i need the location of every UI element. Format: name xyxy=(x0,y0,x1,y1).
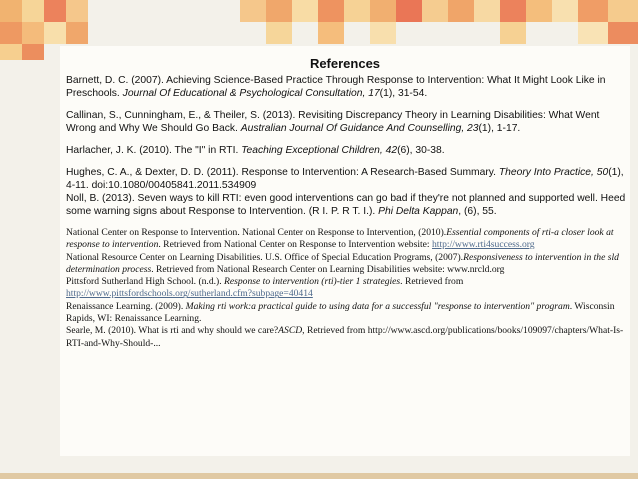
web-reference-entry: National Resource Center on Learning Disabilities. U.S. Office of Special Education Programs, (2007).Responsiveness to intervention in the sld determination process. Retrieved from National Research Center on Learning Disabilities website: www.nrcld.org xyxy=(66,251,619,275)
reference-link[interactable]: http://www.pittsfordschools.org/sutherland.cfm?subpage=40414 xyxy=(66,288,313,300)
web-reference-entry: Renaissance Learning. (2009). Making rti work:a practical guide to using data for a successful "response to intervention" program. Wisconsin Rapids, WI: Renaissance Learning. xyxy=(66,300,615,325)
web-reference-entry: National Center on Response to Intervention. National Center on Response to Intervention, (2010).Essential components of rti-a closer look at response to intervention. Retrieved from National Center on Response to Intervention website: http://www.rti4success.org xyxy=(66,227,614,251)
reference-entry: Noll, B. (2013). Seven ways to kill RTI: even good interventions can go bad if they're not planned and supported well. Heed some warning signs about Response to Intervention. (R I. P. R T. I.). Phi Delta Kappan, (6), 55. xyxy=(66,193,626,217)
web-reference-entry: Searle, M. (2010). What is rti and why should we care?ASCD, Retrieved from http://www.ascd.org/publications/books/109097/chapters/What-Is-RTI-and-Why-Should-... xyxy=(66,325,624,349)
reference-entry: Hughes, C. A., & Dexter, D. D. (2011). Response to Intervention: A Research-Based Summary. Theory Into Practice, 50(1), 4-11. doi:10.1080/00405841.2011.534909 xyxy=(66,167,624,191)
reference-entry: Harlacher, J. K. (2010). The "I" in RTI. Teaching Exceptional Children, 42(6), 30-38. xyxy=(66,145,445,156)
page-title: References xyxy=(309,56,381,71)
reference-entry: Callinan, S., Cunningham, E., & Theiler, S. (2013). Revisiting Discrepancy Theory in Learning Disabilities: What Went Wrong and Why We Should Go Back. Australian Journal Of Guidance And Counselling, 23(1), 1-17. xyxy=(66,110,600,134)
references-list xyxy=(66,74,626,350)
web-reference-entry: Pittsford Sutherland High School. (n.d.). Response to intervention (rti)-tier 1 strategies. Retrieved from http://www.pittsfordschools.org/sutherland.cfm?subpage=40414 xyxy=(66,276,464,300)
reference-link[interactable]: http://www.rti4success.org xyxy=(432,239,535,251)
reference-entry: Barnett, D. C. (2007). Achieving Science-Based Practice Through Response to Intervention: What It Might Look Like in Preschools. Journal Of Educational & Psychological Consultation, 17(1), 31-54. xyxy=(66,75,606,99)
references-slide xyxy=(60,46,630,456)
decorative-bottom-bar xyxy=(0,473,638,479)
